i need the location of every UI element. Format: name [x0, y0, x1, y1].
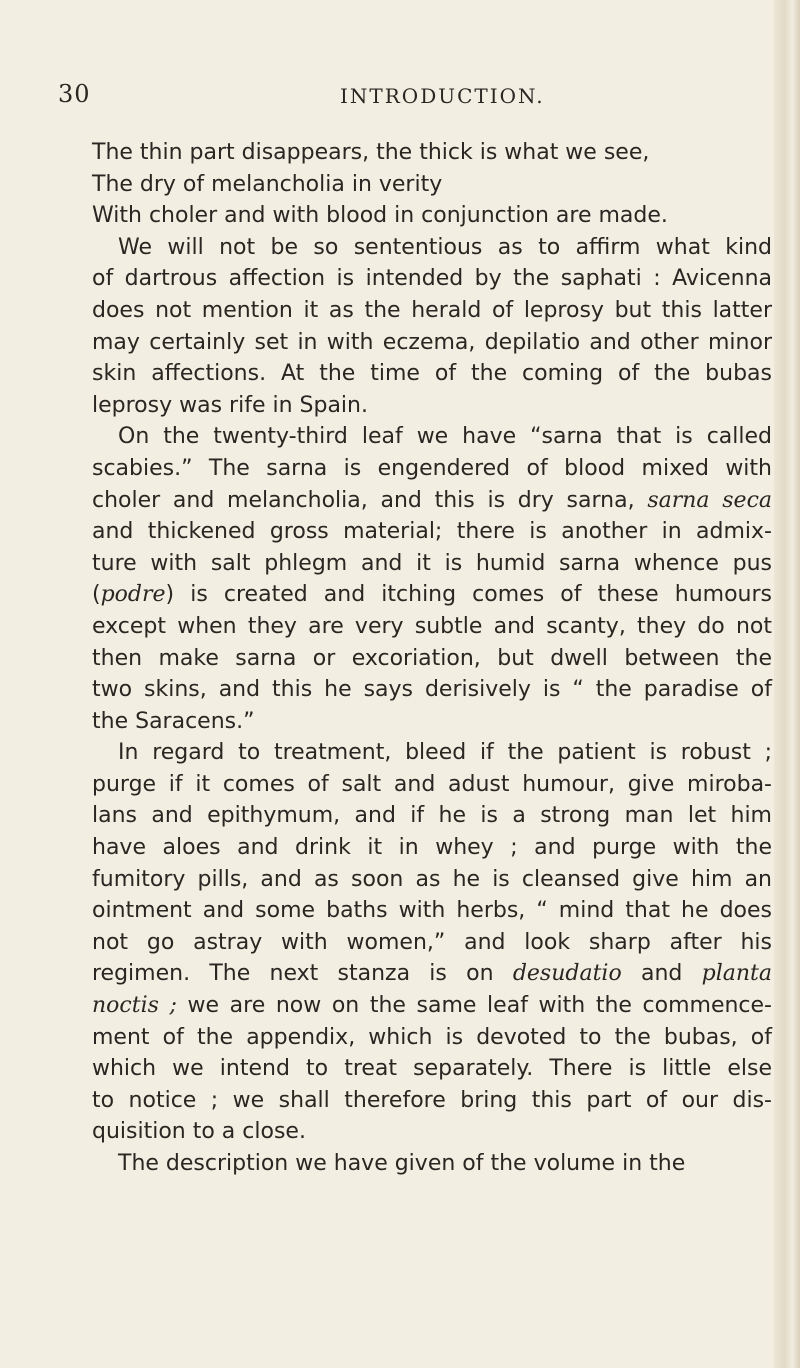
text-run: regimen. The next stanza is on [92, 961, 513, 987]
text-line [92, 895, 772, 927]
text-run: may certainly set in with eczema, depilatio and other minor [92, 329, 772, 355]
text-run: have aloes and drink it in whey ; and purge with the [92, 835, 772, 861]
text-line [92, 1148, 772, 1180]
text-line [92, 769, 772, 801]
text-run: to notice ; we shall therefore bring this part of our dis- [92, 1087, 772, 1113]
text-run: The dry of melancholia in verity [92, 171, 443, 197]
text-run: ment of the appendix, which is devoted to the bubas, of [92, 1024, 772, 1050]
text-run: ture with salt phlegm and it is humid sarna whence pus [92, 550, 772, 576]
text-run: not go astray with women,” and look sharp after his [92, 929, 772, 955]
text-run: purge if it comes of salt and adust humour, give miroba- [92, 771, 772, 797]
text-run: ointment and some baths with herbs, “ mind that he does [92, 898, 772, 924]
text-line [92, 990, 772, 1022]
text-run: The thin part disappears, the thick is what we see, [92, 140, 650, 165]
text-run: of dartrous affection is intended by the saphati : Avicenna [92, 266, 772, 292]
text-line [92, 1116, 772, 1148]
text-run: fumitory pills, and as soon as he is cleansed give him an [92, 866, 772, 892]
text-line [92, 169, 772, 201]
text-run: lans and epithymum, and if he is a strong man let him [92, 803, 772, 829]
text-line [92, 706, 772, 738]
text-line [92, 579, 772, 611]
italic-text: planta [701, 961, 772, 987]
text-line [92, 1022, 772, 1054]
italic-text: podre [100, 582, 166, 608]
text-run: ( [92, 582, 101, 608]
page-number: 30 [58, 80, 91, 108]
text-line [92, 327, 772, 359]
text-line [92, 516, 772, 548]
italic-text: sarna seca [647, 487, 773, 513]
text-run: which we intend to treat separately. There is little else [92, 1056, 772, 1082]
text-line [92, 832, 772, 864]
text-run: With choler and with blood in conjunction are made. [92, 203, 668, 229]
italic-text: desudatio [512, 961, 622, 987]
text-run: leprosy was rife in Spain. [92, 392, 368, 418]
text-line [92, 137, 772, 169]
text-line [92, 421, 772, 453]
text-run: We will not be so sententious as to affirm what kind [118, 234, 772, 260]
text-run: two skins, and this he says derisively is “ the paradise of [92, 677, 772, 703]
running-head: INTRODUCTION. [340, 84, 545, 108]
text-line [92, 958, 772, 990]
text-run: On the twenty-third leaf we have “sarna that is called [118, 424, 772, 450]
text-run: The description we have given of the volume in the [118, 1151, 686, 1176]
text-run: scabies.” The sarna is engendered of blood mixed with [92, 455, 772, 481]
text-line [92, 358, 772, 390]
page-header [58, 80, 758, 120]
text-line [92, 295, 772, 327]
text-line [92, 800, 772, 832]
text-line [92, 232, 772, 264]
text-line [92, 643, 772, 675]
text-run: ) is created and itching comes of these humours [165, 582, 772, 608]
text-line [92, 390, 772, 422]
text-line [92, 1085, 772, 1117]
text-line [92, 548, 772, 580]
text-line [92, 1053, 772, 1085]
text-run: we are now on the same leaf with the commence- [176, 993, 772, 1019]
text-line [92, 611, 772, 643]
text-line [92, 674, 772, 706]
italic-text: noctis ; [92, 993, 177, 1019]
page-edge [774, 0, 800, 1368]
body-text [92, 137, 772, 1180]
text-run: except when they are very subtle and scanty, they do not [92, 613, 772, 639]
text-run: and [621, 961, 702, 987]
text-line [92, 737, 772, 769]
text-run: quisition to a close. [92, 1119, 306, 1145]
text-line [92, 927, 772, 959]
text-run: the Saracens.” [92, 708, 255, 734]
text-line [92, 453, 772, 485]
text-line [92, 200, 772, 232]
text-run: choler and melancholia, and this is dry sarna, [92, 487, 648, 513]
text-run: skin affections. At the time of the coming of the bubas [92, 361, 772, 387]
text-run: then make sarna or excoriation, but dwell between the [92, 645, 772, 671]
text-line [92, 485, 772, 517]
text-run: and thickened gross material; there is another in admix- [92, 519, 772, 545]
text-run: In regard to treatment, bleed if the patient is robust ; [118, 740, 772, 766]
text-line [92, 864, 772, 896]
text-line [92, 263, 772, 295]
text-run: does not mention it as the herald of leprosy but this latter [92, 297, 772, 323]
